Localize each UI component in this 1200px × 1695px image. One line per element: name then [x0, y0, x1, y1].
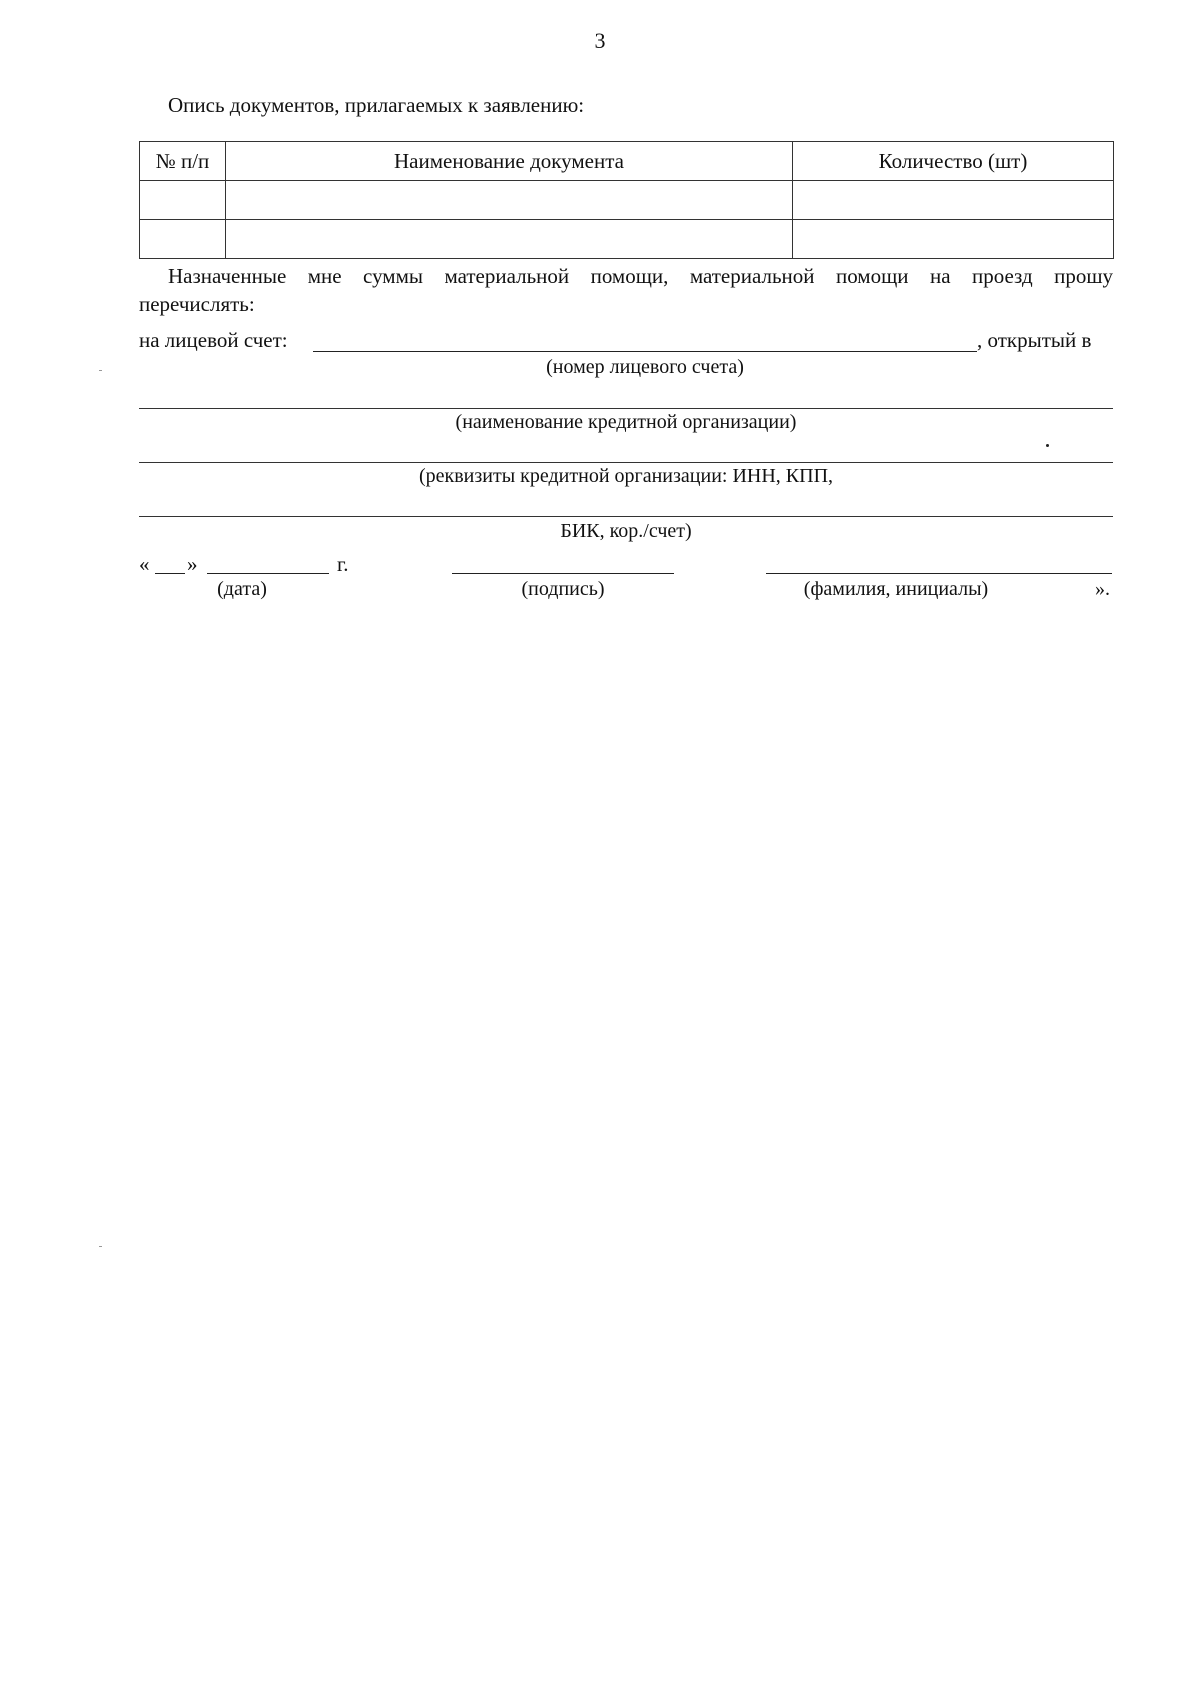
opened-in-label: , открытый в: [977, 328, 1092, 352]
account-number-field[interactable]: [313, 351, 977, 352]
scan-margin-mark: [99, 1246, 102, 1247]
date-quote-open: «: [139, 552, 150, 576]
date-day-field[interactable]: [155, 573, 185, 574]
stray-dot-mark: [1046, 444, 1049, 447]
credit-org-name-field[interactable]: [139, 408, 1113, 409]
table-cell[interactable]: [793, 181, 1114, 220]
column-header-number: № п/п: [140, 142, 226, 181]
table-cell[interactable]: [140, 181, 226, 220]
signature-caption: (подпись): [521, 578, 605, 600]
account-number-caption: (номер лицевого счета): [546, 356, 744, 378]
credit-org-details-field-2[interactable]: [139, 516, 1113, 517]
page-number: 3: [594, 28, 606, 53]
credit-org-details-field[interactable]: [139, 462, 1113, 463]
column-header-document-name: Наименование документа: [226, 142, 793, 181]
table-cell[interactable]: [793, 220, 1114, 259]
transfer-request-text-line2: перечислять:: [139, 292, 255, 316]
table-header-row: [140, 142, 1114, 181]
column-header-quantity: Количество (шт): [793, 142, 1114, 181]
full-name-field[interactable]: [766, 573, 1112, 574]
table-cell[interactable]: [226, 181, 793, 220]
full-name-caption: (фамилия, инициалы): [803, 578, 989, 600]
credit-org-name-caption: (наименование кредитной организации): [455, 411, 797, 433]
credit-org-details-caption-line1: (реквизиты кредитной организации: ИНН, КПП,: [418, 465, 834, 487]
table-row: [140, 220, 1114, 259]
table-cell[interactable]: [226, 220, 793, 259]
date-caption: (дата): [217, 578, 267, 600]
scan-margin-mark: [99, 370, 102, 371]
date-month-field[interactable]: [207, 573, 329, 574]
table-cell[interactable]: [140, 220, 226, 259]
inventory-title: Опись документов, прилагаемых к заявлению:: [168, 93, 585, 117]
table-row: [140, 181, 1114, 220]
year-suffix: г.: [337, 552, 349, 576]
account-label: на лицевой счет:: [139, 328, 288, 352]
closing-quote: ».: [1095, 578, 1110, 600]
date-quote-close: »: [187, 552, 198, 576]
transfer-request-text-line1: Назначенные мне суммы материальной помощи, материальной помощи на проезд прошу: [168, 264, 1113, 288]
documents-table: [139, 141, 1114, 259]
signature-field[interactable]: [452, 573, 674, 574]
credit-org-details-caption-line2: БИК, кор./счет): [560, 520, 692, 542]
